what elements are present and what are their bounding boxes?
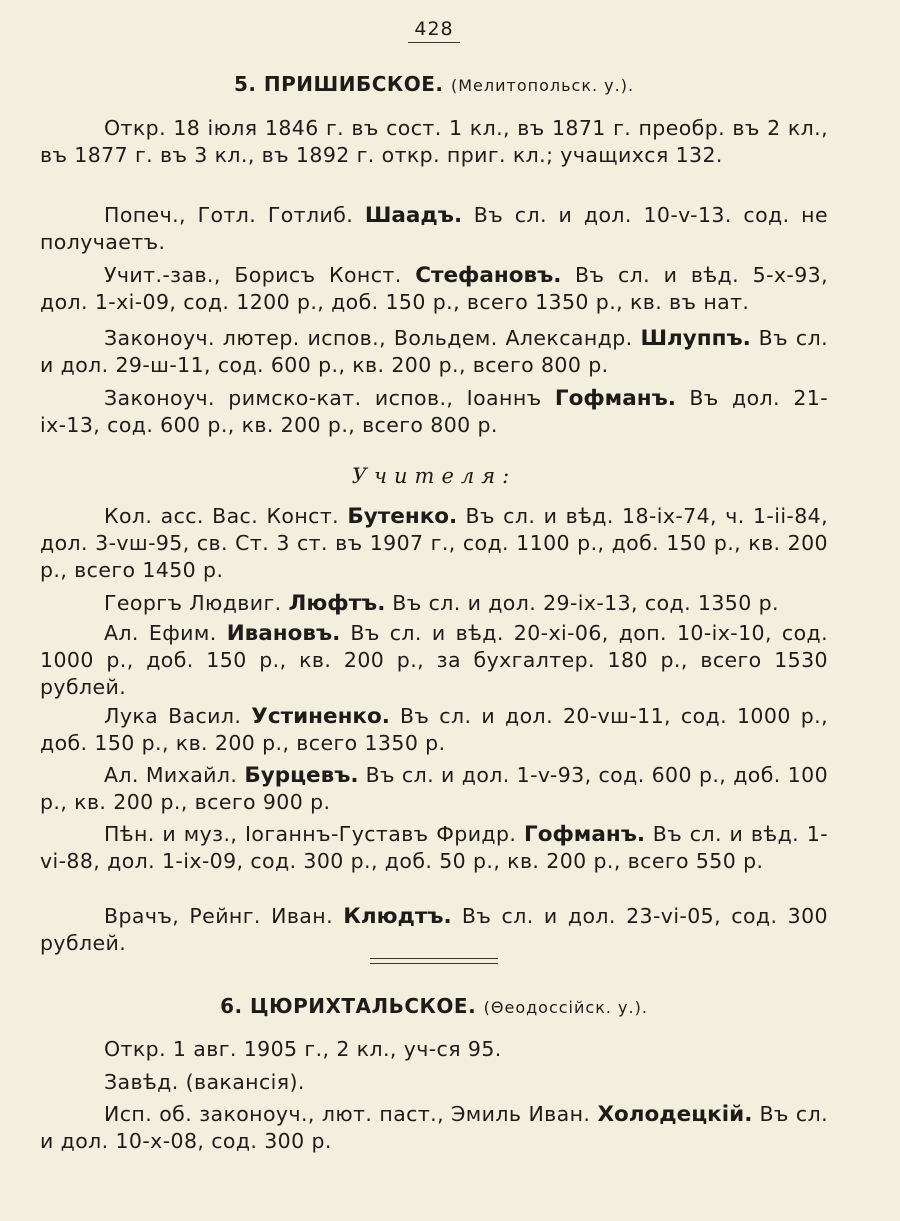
- person-name: Бутенко.: [347, 504, 458, 529]
- person-name: Гофманъ.: [524, 822, 646, 847]
- person-name: Люфтъ.: [288, 591, 386, 616]
- person-name: Устиненко.: [251, 704, 390, 729]
- paragraph-head-teacher: Учит.-зав., Борисъ Конст. Стефановъ. Въ сл. и вѣд. 5-х-93, дол. 1-хі-09, сод. 1200 р., доб. 150 р., всего 1350 р., кв. въ нат.: [40, 263, 828, 314]
- page-number: 428: [40, 18, 828, 40]
- paragraph-head: Завѣд. (вакансія).: [104, 1070, 305, 1094]
- person-name: Холодецкій.: [597, 1102, 753, 1127]
- paragraph-teacher: Врачъ, Рейнг. Иван. Клюдтъ. Въ сл. и дол. 23-vі-05, сод. 300 рублей.: [40, 904, 828, 955]
- paragraph-teacher: Георгъ Людвиг. Люфтъ. Въ сл. и дол. 29-іх-13, сод. 1350 р.: [104, 591, 779, 616]
- paragraph-trustee: Попеч., Готл. Готлиб. Шаадъ. Въ сл. и дол. 10-v-13. сод. не получаетъ.: [40, 203, 828, 254]
- person-name: Бурцевъ.: [244, 763, 359, 788]
- paragraph-catholic-teacher: Законоуч. римско-кат. испов., Іоаннъ Гофманъ. Въ дол. 21-іх-13, сод. 600 р., кв. 200 р., всего 800 р.: [40, 386, 829, 437]
- paragraph-religious-teacher: Исп. об. законоуч., лют. паст., Эмиль Иван. Холодецкій. Въ сл. и дол. 10-х-08, сод. 300 р.: [40, 1102, 828, 1153]
- section-district: (Θеодоссійск. у.).: [483, 998, 648, 1017]
- person-name: Ивановъ.: [226, 621, 341, 646]
- paragraph-teacher: Кол. асс. Вас. Конст. Бутенко. Въ сл. и вѣд. 18-іх-74, ч. 1-іі-84, дол. 3-vш-95, св. Ст. 3 ст. въ 1907 г., сод. 1100 р., доб. 150 р., кв. 200 р., всего 1450 р.: [40, 504, 829, 582]
- section-6-heading: [40, 994, 828, 1018]
- person-name: Стефановъ.: [415, 263, 562, 288]
- person-name: Клюдтъ.: [343, 904, 452, 929]
- person-name: Гофманъ.: [554, 386, 676, 411]
- person-name: Шаадъ.: [364, 203, 463, 228]
- person-name: Шлуппъ.: [640, 326, 751, 351]
- paragraph-founding: Откр. 18 іюля 1846 г. въ сост. 1 кл., въ 1871 г. преобр. въ 2 кл., въ 1877 г. въ 3 кл., въ 1892 г. откр. приг. кл.; учащихся 132.: [40, 116, 828, 167]
- teachers-heading: Учителя:: [351, 464, 517, 488]
- section-district: (Мелитопольск. у.).: [451, 76, 635, 95]
- section-divider: [370, 958, 498, 964]
- paragraph-teacher: Ал. Ефим. Ивановъ. Въ сл. и вѣд. 20-хі-06, доп. 10-іх-10, сод. 1000 р., доб. 150 р., кв. 200 р., за бухгалтер. 180 р., всего 1530 рублей.: [40, 621, 829, 699]
- paragraph-founding: Откр. 1 авг. 1905 г., 2 кл., уч-ся 95.: [104, 1037, 502, 1061]
- section-title: 5. ПРИШИБСКОЕ.: [233, 72, 444, 96]
- paragraph-teacher: Ал. Михайл. Бурцевъ. Въ сл. и дол. 1-v-93, сод. 600 р., доб. 100 р., кв. 200 р., всего 900 р.: [40, 763, 829, 814]
- section-title: 6. ЦЮРИХТАЛЬСКОЕ.: [220, 994, 477, 1018]
- paragraph-lutheran-teacher: Законоуч. лютер. испов., Вольдем. Александр. Шлуппъ. Въ сл. и дол. 29-ш-11, сод. 600 р., кв. 200 р., всего 800 р.: [40, 326, 828, 377]
- section-5-heading: [40, 72, 828, 96]
- paragraph-teacher: Лука Васил. Устиненко. Въ сл. и дол. 20-vш-11, сод. 1000 р., доб. 150 р., кв. 200 р., всего 1350 р.: [40, 704, 828, 755]
- paragraph-teacher: Пѣн. и муз., Іоганнъ-Густавъ Фридр. Гофманъ. Въ сл. и вѣд. 1-vі-88, дол. 1-іх-09, сод. 300 р., доб. 50 р., кв. 200 р., всего 550 р.: [40, 822, 828, 873]
